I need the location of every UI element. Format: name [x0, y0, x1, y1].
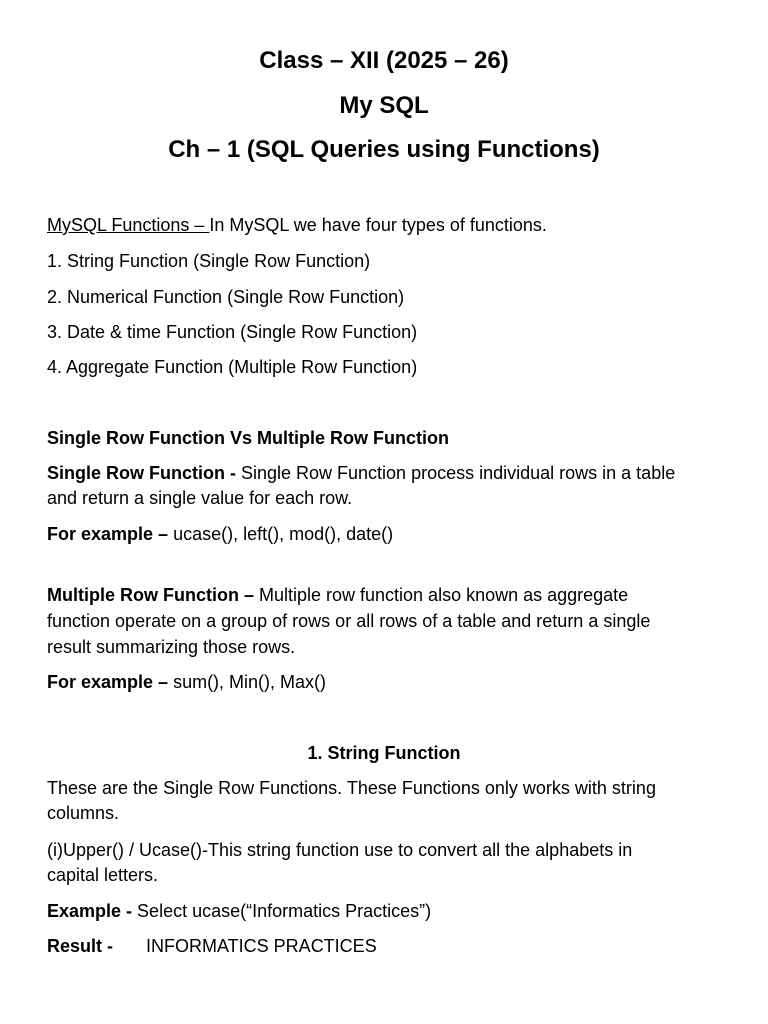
multiple-row-line-3: result summarizing those rows.	[47, 637, 296, 657]
result-label: Result -	[47, 936, 119, 956]
example-1-line	[47, 522, 727, 547]
single-row-text-1: Single Row Function process individual rows in a table	[240, 463, 676, 483]
example-line	[47, 899, 727, 924]
chapter-title: Ch – 1 (SQL Queries using Functions)	[168, 136, 600, 163]
example-1-text: ucase(), left(), mod(), date()	[173, 524, 394, 544]
multiple-row-line-2: function operate on a group of rows or all rows of a table and return a single	[47, 611, 651, 631]
upper-line-1: (i)Upper() / Ucase()-This string function use to convert all the alphabets in	[47, 840, 633, 860]
intro-text: In MySQL we have four types of functions.	[209, 215, 547, 235]
example-1-label: For example –	[47, 524, 174, 544]
result-line	[47, 934, 727, 959]
intro-label: MySQL Functions –	[47, 215, 210, 235]
function-type-item-2: 2. Numerical Function (Single Row Function)	[47, 287, 405, 307]
intro-line	[47, 213, 727, 238]
comparison-heading: Single Row Function Vs Multiple Row Function	[47, 428, 449, 448]
multiple-row-text-1: Multiple row function also known as aggregate	[258, 585, 629, 605]
function-type-item-3: 3. Date & time Function (Single Row Function)	[47, 322, 418, 342]
multiple-row-label: Multiple Row Function –	[47, 585, 259, 605]
string-function-heading: 1. String Function	[307, 743, 461, 763]
upper-line-2: capital letters.	[47, 865, 159, 885]
example-text: Select ucase(“Informatics Practices”)	[137, 901, 432, 921]
example-label: Example -	[47, 901, 138, 921]
result-text: INFORMATICS PRACTICES	[146, 936, 377, 956]
class-title: Class – XII (2025 – 26)	[259, 47, 509, 74]
example-2-line	[47, 670, 727, 695]
example-2-label: For example –	[47, 672, 174, 692]
subject-title: My SQL	[339, 92, 429, 119]
single-row-line-1	[47, 461, 727, 486]
example-2-text: sum(), Min(), Max()	[173, 672, 327, 692]
multiple-row-line-1	[47, 583, 727, 608]
function-type-item-1: 1. String Function (Single Row Function)	[47, 251, 371, 271]
single-row-label: Single Row Function -	[47, 463, 241, 483]
string-para-line-2: columns.	[47, 803, 120, 823]
string-para-line-1: These are the Single Row Functions. These Functions only works with string	[47, 778, 656, 798]
function-type-item-4: 4. Aggregate Function (Multiple Row Function)	[47, 357, 418, 377]
single-row-line-2: and return a single value for each row.	[47, 488, 353, 508]
